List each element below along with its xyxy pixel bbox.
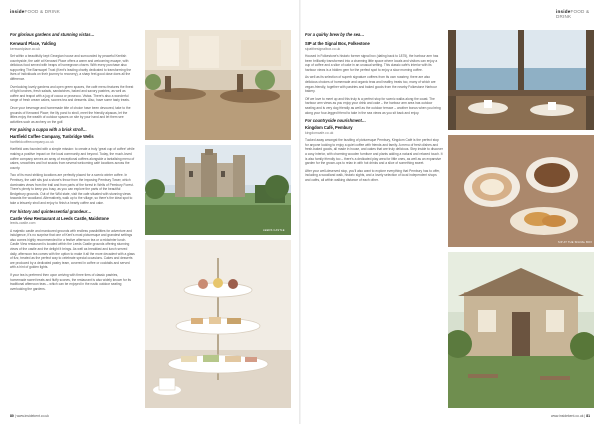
running-head-brand: inside xyxy=(10,9,25,14)
body-paragraph: Two of its most striking locations are perfectly placed for a scenic winter coffee. In Pembury, the café sits just a stone's throw from the imposing Pembury Tower, which dominates views from the trail and from parts of the forest in Wells of Pembury Forest. There's plenty to keep you busy, as you can explore the parts of the beautiful Bedgebury grounds. Out of the Wild state, visit the cafe situated with stunning views towards the woodland. Alternatively, walk up to the village, so there's the ideal spot to take a leisurely stroll and enjoy to finish a hearty coffee and cake. xyxy=(10,173,134,206)
section-kicker: For history and quintessential grandeur… xyxy=(10,208,92,214)
running-head-left xyxy=(10,9,60,14)
garden-cafe-illustration xyxy=(448,252,594,408)
venue-website: sipatthesignalbox.co.uk xyxy=(305,46,341,51)
footer-left xyxy=(10,414,49,418)
body-paragraph: Housed in Folkestone's historic former signal box (dating back to 1875), the harbour arm has been brilliantly transformed into a charming little space where locals and visitors can enjoy a cup of coffee and a slice of cake in an unusual setting. This classic cafe's interior with its harbour views is a hidden gem for the perfect spot to enjoy a slow morning coffee. xyxy=(305,53,439,72)
page-number: 81 xyxy=(586,414,590,418)
right-page-text-column xyxy=(305,33,443,186)
section-kicker: For countryside nourishment… xyxy=(305,118,366,124)
left-page-text-column xyxy=(10,33,135,294)
venue-website: leeds-castle.com xyxy=(10,221,36,226)
venue-title: SIP at the Signal Box, Folkestone xyxy=(305,40,370,46)
footer-separator: | xyxy=(14,414,17,418)
cafe-interior-photo xyxy=(145,30,291,140)
running-head-section: FOOD & DRINK xyxy=(556,9,590,19)
body-paragraph: Once your beverage and homemade bite of choice have been devoured, take to the grounds of Kenward Place; the lily pond to stroll, meet the friendly alpacas, let the littles enjoy the wealth of outdoor spaces on site by your hand and let them see activities such as archery on the golf. xyxy=(10,105,131,124)
coffee-pastry-illustration xyxy=(448,135,594,247)
footer-website-link[interactable]: www.insidekent.co.uk xyxy=(551,414,584,418)
cafe-interior-illustration xyxy=(145,30,291,140)
venue-title: Kenward Place, Yalding xyxy=(10,40,56,46)
afternoon-tea-illustration xyxy=(145,240,291,408)
body-paragraph: After your well-deserved stop, you'll also want to explore everything that Pembury has to offer, including a woodland walk, historic sights, and a lovely selection of local independent shops and cafés, all within walking distance of each other. xyxy=(305,168,440,182)
footer-website-link[interactable]: www.insidekent.co.uk xyxy=(16,414,49,418)
afternoon-tea-photo xyxy=(145,240,291,408)
venue-title: Castle View Restaurant at Leeds Castle, Maidstone xyxy=(10,215,109,221)
running-head-brand: inside xyxy=(556,9,571,14)
body-paragraph: If your tea is preferred then upon arriving with three tiers of classic pastries, homemade sweet treats and fluffy scones, the restaurant is also widely known for its traditional afternoon teas – which can be enjoyed in the rustic outdoor seating overlooking the gardens. xyxy=(10,273,131,291)
body-paragraph: Off we love to meet up and this truly is a perfect stop for scenic walks along the coast. The harbour arm views as you enjoy your drink and cake – the harbour arm area has outdoor seating and is very dog friendly as well as the outdoor terrace – another bonus when you bring along your four-legged friend to take in the sea views as you sit back and enjoy. xyxy=(305,96,441,115)
harbour-window-illustration xyxy=(448,30,594,130)
running-head-right xyxy=(556,9,600,19)
venue-website: hartfieldcoffeecompany.co.uk xyxy=(10,140,54,145)
photo-credit: SIP AT THE SIGNAL BOX xyxy=(558,241,593,244)
coffee-pastry-photo xyxy=(448,135,594,247)
photo-credit: LEEDS CASTLE xyxy=(263,229,285,232)
section-kicker: For pairing a cuppa with a brisk stroll… xyxy=(10,127,87,133)
harbour-view-photo xyxy=(448,30,594,130)
venue-title: Kingdom Café, Pembury xyxy=(305,125,353,131)
leeds-castle-photo xyxy=(145,145,291,235)
footer-separator: | xyxy=(584,414,587,418)
section-kicker: For a quirky brew by the sea… xyxy=(305,32,365,37)
castle-landscape-illustration xyxy=(145,145,291,235)
body-paragraph: Tucked away amongst the bustling of picturesque Pembury, Kingdom Café is the perfect stop for anyone looking to enjoy a quiet coffee with friends and family. A menu of fresh dishes and fresh-baked goods, all made in house, and cakes that are truly delicious. Step inside to discover a cosy interior, with charming wooden furniture and plants adding a natural and relaxed touch. It is also family friendly too – there's a dedicated play area for little ones, as well as an expansive garden for the grown-ups to relax in with hot drinks and a slice of something sweet. xyxy=(305,138,443,166)
venue-title: Hartfield Coffee Company, Tunbridge Wells xyxy=(10,134,94,140)
venue-website: kenwardplace.co.uk xyxy=(10,46,40,51)
venue-website: kingdomcafe.co.uk xyxy=(305,131,334,136)
body-paragraph: A majestic castle and manicured grounds with endless possibilities for adventure and indulgence, it's no surprise that one of Kent's most picturesque and grandest settings also comes highly recommended for a festive afternoon tea or a midwinter lunch. Castle View restaurant is located within the Leeds Castle grounds offering stunning views of the castle and the delight it brings. As well as breakfast and lunch served daily, afternoon tea comes with the option to make it all the more decadent with a glass of fizz, treated as the perfect way to celebrate special occasions. Cakes and desserts are produced by a dedicated pastry team, covered in coffee or cocktails and served with a hint of golden lights. xyxy=(10,228,135,270)
page-number: 80 xyxy=(10,414,14,418)
section-kicker: For glorious gardens and stunning vistas… xyxy=(10,32,95,37)
body-paragraph: As well as its selection of superb signature coffees from its own roastery, there are also delicious choices of homemade and organic teas and healthy treats too, many of which are vegan-friendly, together with pastries and baked goods from the nearby Folkestone Harbour bakery. xyxy=(305,75,437,94)
footer-right xyxy=(551,414,590,418)
body-paragraph: Set within a beautifully kept Georgian house and surrounded by peaceful Kentish countryside, the café at Kenward Place offers a warm and welcoming escape, with delicious food served with heaps of homegrown charm. With every purchase also supporting The Barnsapel Trust (Kent's leading charity dedicated to transforming the lives of individuals on their journey to recovery), a sharp feel-good dose does all the difference. xyxy=(10,53,132,81)
running-head-section: FOOD & DRINK xyxy=(24,9,61,14)
countryside-cafe-photo xyxy=(448,252,594,408)
body-paragraph: Hartfield was founded with a simple mission: to create a truly 'great cup of coffee' while making a positive impact on the local community and beyond. Today, the much-loved coffee company serves an array of exceptional coffees alongside a tantalising menu of cakes, smoothies and hot snacks from several welcoming café locations across the county. xyxy=(10,147,135,170)
body-paragraph: Overlooking lovely gardens and open green spaces, the café menu features the finest of light lunches, fresh salads, sandwiches, baked and savory pastries, as well as coffee and teapot with a jug of cocoa or prosecco. Vistas. There's also a wonderful range of fresh cream cakes, scones tea and desserts. Also, have some tasty treats. xyxy=(10,84,134,103)
page-gutter xyxy=(299,0,301,424)
